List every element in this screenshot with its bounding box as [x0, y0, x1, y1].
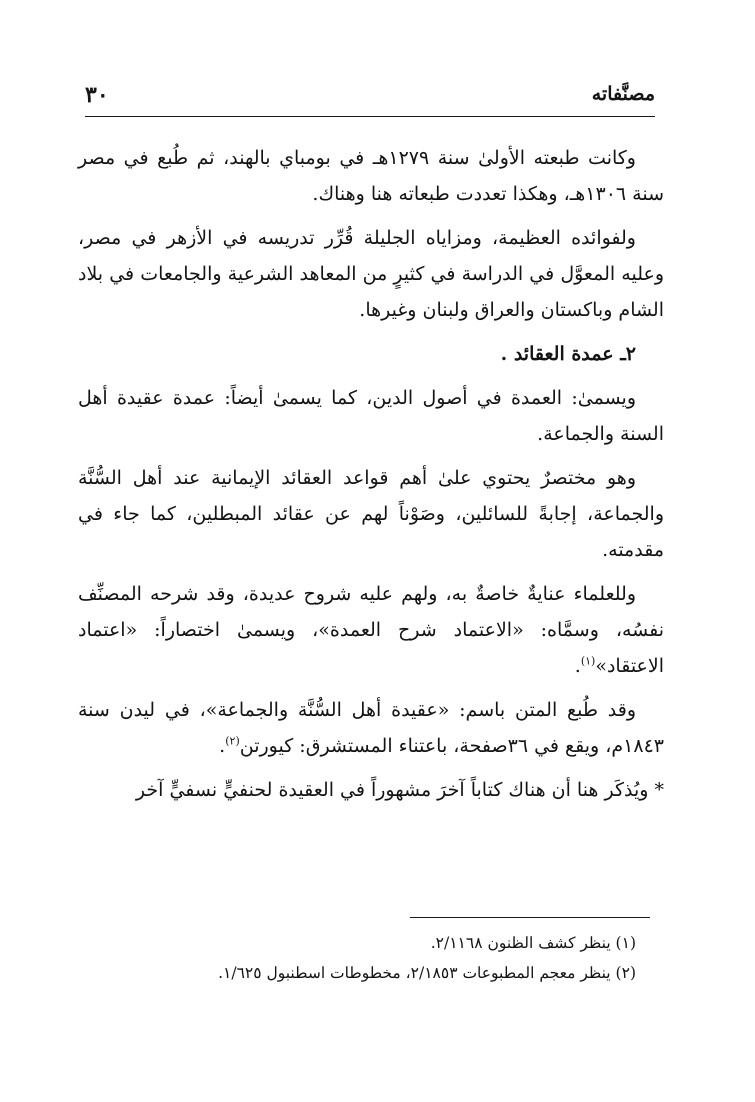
footnote-separator — [410, 917, 650, 918]
paragraph: وكانت طبعته الأولىٰ سنة ١٢٧٩هـ في بومباي بالهند، ثم طُبع في مصر سنة ١٣٠٦هـ، وهكذا تعددت طبعاته هنا وهناك. — [78, 147, 664, 205]
page-number: ٣٠ — [85, 82, 109, 108]
paragraph: وهو مختصرٌ يحتوي علىٰ أهم قواعد العقائد الإيمانية عند أهل السُّنَّة والجماعة، إجابةً للسائلين، وصَوْناً لهم عن عقائد المبطلين، كما جاء في مقدمته. — [78, 467, 664, 561]
page-header — [85, 80, 655, 117]
paragraph-text: وقد طُبع المتن باسم: «عقيدة أهل السُّنَّة والجماعة»، في ليدن سنة ١٨٤٣م، ويقع في ٣٦صفحة، باعتناء المستشرق: كيورتن — [78, 699, 664, 757]
footnote-ref: (١) — [580, 654, 596, 668]
period: . — [574, 655, 581, 677]
running-title: مصنَّفاته — [591, 83, 655, 105]
main-text — [78, 140, 664, 816]
footnote-ref: (٢) — [225, 734, 240, 748]
paragraph: ولفوائده العظيمة، ومزاياه الجليلة قُرِّر تدريسه في الأزهر في مصر، وعليه المعوَّل في الدراسة في كثيرٍ من المعاهد الشرعية والجامعات في بلاد الشام وباكستان والعراق ولبنان وغيرها. — [78, 227, 664, 321]
paragraph: ويسمىٰ: العمدة في أصول الدين، كما يسمىٰ أيضاً: عمدة عقيدة أهل السنة والجماعة. — [78, 387, 664, 445]
paragraph: * ويُذكَر هنا أن هناك كتاباً آخرَ مشهوراً في العقيدة لحنفيٍّ نسفيٍّ آخر — [135, 779, 664, 801]
paragraph — [78, 692, 664, 764]
footnote: (٢) ينظر معجم المطبوعات ٢/١٨٥٣، مخطوطات اسطنبول ١/٦٢٥. — [218, 964, 636, 982]
paragraph — [78, 576, 664, 684]
period: . — [219, 735, 226, 757]
section-heading: ٢ـ عمدة العقائد . — [500, 343, 636, 365]
footnotes — [78, 928, 664, 988]
paragraph-text: وللعلماء عنايةٌ خاصةٌ به، ولهم عليه شروح عديدة، وقد شرحه المصنِّف نفسُه، وسمَّاه: «الاعتماد شرح العمدة»، ويسمىٰ اختصاراً: «اعتماد الاعتقاد» — [78, 583, 664, 677]
footnote: (١) ينظر كشف الظنون ٢/١١٦٨. — [430, 934, 636, 952]
